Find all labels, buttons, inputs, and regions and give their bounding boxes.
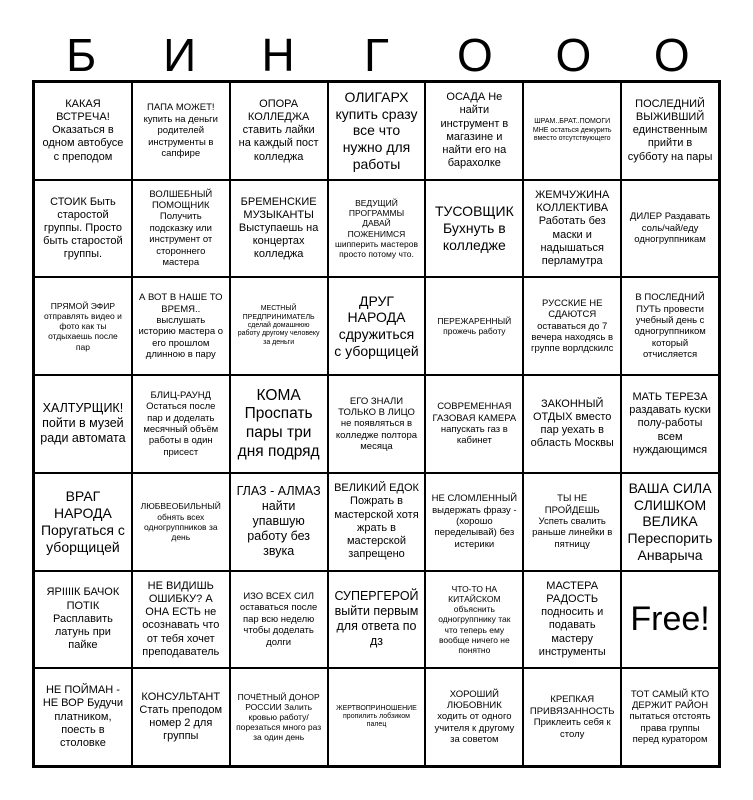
- cell-text: ОЛИГАРХ купить сразу все что нужно для работы: [335, 88, 418, 173]
- bingo-cell[interactable]: [523, 82, 621, 180]
- cell-text: МЕСТНЫЙ ПРЕДПРИНИМАТЕЛЬ сделай домашнюю работу другому человеку за деньги: [237, 305, 320, 346]
- cell-text: ПАПА МОЖЕТ! купить на деньги родителей инструменты в сапфире: [143, 102, 218, 159]
- bingo-cell[interactable]: [34, 82, 132, 180]
- bingo-cell[interactable]: [621, 277, 719, 375]
- bingo-cell[interactable]: [230, 668, 328, 766]
- bingo-cell[interactable]: [523, 473, 621, 571]
- bingo-cell[interactable]: [523, 277, 621, 375]
- bingo-cell[interactable]: [34, 473, 132, 571]
- bingo-cell[interactable]: [523, 375, 621, 473]
- cell-text: МАТЬ ТЕРЕЗА раздавать куски полу-работы всем нуждающимся: [629, 391, 711, 456]
- bingo-cell[interactable]: [230, 180, 328, 278]
- bingo-cell[interactable]: [132, 668, 230, 766]
- bingo-cell[interactable]: [132, 375, 230, 473]
- cell-text: ЗАКОННЫЙ ОТДЫХ вместо пар уехать в область Москвы: [530, 397, 614, 450]
- cell-text: ВРАГ НАРОДА Поругаться с уборщицей: [40, 488, 125, 555]
- cell-text: ХАЛТУРЩИК! пойти в музей ради автомата: [40, 401, 126, 446]
- cell-text: ПЕРЕЖАРЕННЫЙ прожечь работу: [437, 316, 512, 337]
- cell-text: ЖЕРТВОПРИНОШЕНИЕ пропилить лобзиком палец: [336, 704, 417, 729]
- cell-text: ДРУГ НАРОДА сдружиться с уборщицей: [334, 292, 419, 360]
- cell-text: ГЛАЗ - АЛМАЗ найти упавшую работу без звука: [236, 484, 321, 559]
- cell-text: ОПОРА КОЛЛЕДЖА ставить лайки на каждый пост колледжа: [238, 97, 319, 163]
- cell-text: ВЕДУЩИЙ ПРОГРАММЫ ДАВАЙ ПОЖЕНИМСЯ шипперить мастеров просто потому что.: [335, 198, 418, 259]
- cell-text: КОМА Проспать пары три дня подряд: [237, 386, 320, 460]
- header-letter-4: Г: [364, 29, 389, 81]
- cell-text: ЛЮБВЕОБИЛЬНЫЙ обнять всех одногруппников за день: [140, 501, 221, 542]
- bingo-cell[interactable]: [328, 277, 426, 375]
- header-letter-2: И: [163, 29, 197, 81]
- cell-text: ОСАДА Не найти инструмент в магазине и найти его на барахолке: [440, 91, 509, 170]
- bingo-cell[interactable]: [132, 473, 230, 571]
- bingo-cell[interactable]: [132, 277, 230, 375]
- bingo-cell[interactable]: [230, 473, 328, 571]
- cell-text: СТОИК Быть старостой группы. Просто быть старостой группы.: [43, 195, 123, 261]
- cell-text: ИЗО ВСЕХ СИЛ оставаться после пар всю неделю чтобы доделать долги: [239, 590, 318, 648]
- bingo-cell[interactable]: [425, 82, 523, 180]
- cell-text: ВАША СИЛА СЛИШКОМ ВЕЛИКА Переспорить Анварыча: [627, 479, 713, 563]
- bingo-cell[interactable]: [132, 571, 230, 669]
- bingo-cell[interactable]: [425, 571, 523, 669]
- cell-text: ПРЯМОЙ ЭФИР отправлять видео и фото как ты отдыхаешь после пар: [43, 300, 122, 352]
- bingo-cell[interactable]: [328, 668, 426, 766]
- cell-text: БРЕМЕНСКИЕ МУЗЫКАНТЫ Выступаешь на концертах колледжа: [238, 195, 319, 261]
- cell-text: ПОЧЁТНЫЙ ДОНОР РОССИИ Залить кровью работу/порезаться много раз за один день: [236, 691, 322, 743]
- bingo-cell[interactable]: [621, 82, 719, 180]
- bingo-cell[interactable]: [523, 668, 621, 766]
- bingo-cell[interactable]: [425, 375, 523, 473]
- bingo-cell[interactable]: [328, 473, 426, 571]
- cell-text: ТОТ САМЫЙ КТО ДЕРЖИТ РАЙОН пытаться отстоять права группы перед куратором: [629, 688, 711, 746]
- cell-text: ВОЛШЕБНЫЙ ПОМОЩНИК Получить подсказку или инструмент от стороннего мастера: [149, 188, 213, 269]
- bingo-cell[interactable]: [34, 180, 132, 278]
- cell-text: СОВРЕМЕННАЯ ГАЗОВАЯ КАМЕРА напускать газ в кабинет: [432, 401, 517, 447]
- bingo-cell[interactable]: [523, 571, 621, 669]
- header-letter-3: Н: [261, 29, 295, 81]
- cell-text: РУССКИЕ НЕ СДАЮТСЯ оставаться до 7 вечера находясь в группе ворлдскилс: [531, 297, 614, 355]
- cell-text: В ПОСЛЕДНИЙ ПУТЬ провести учебный день с одногруппником который отчисляется: [634, 292, 706, 361]
- cell-text: НЕ ПОЙМАН - НЕ ВОР Будучи платником, поесть в столовке: [42, 684, 123, 749]
- bingo-cell[interactable]: [328, 375, 426, 473]
- bingo-cell[interactable]: [523, 180, 621, 278]
- bingo-cell[interactable]: [230, 277, 328, 375]
- bingo-cell[interactable]: [132, 180, 230, 278]
- cell-text: ВЕЛИКИЙ ЕДОК Пожрать в мастерской хотя жрать в мастерской запрещено: [334, 482, 419, 561]
- bingo-cell[interactable]: [230, 82, 328, 180]
- bingo-cell[interactable]: [230, 375, 328, 473]
- bingo-cell[interactable]: [425, 180, 523, 278]
- cell-text: НЕ ВИДИШЬ ОШИБКУ? А ОНА ЕСТЬ не осознавать что от тебя хочет преподаватель: [142, 579, 220, 658]
- cell-text: КАКАЯ ВСТРЕЧА! Оказаться в одном автобусе с преподом: [42, 97, 124, 163]
- bingo-board: [32, 80, 721, 768]
- bingo-cell[interactable]: [621, 375, 719, 473]
- bingo-cell[interactable]: [230, 571, 328, 669]
- bingo-cell[interactable]: [621, 668, 719, 766]
- bingo-cell[interactable]: [34, 571, 132, 669]
- cell-text: МАСТЕРА РАДОСТЬ подносить и подавать мастеру инструменты: [538, 579, 606, 658]
- cell-text: КРЕПКАЯ ПРИВЯЗАННОСТЬ Приклеить себя к столу: [529, 694, 615, 740]
- cell-text: СУПЕРГЕРОЙ выйти первым для ответа по дз: [334, 589, 419, 649]
- bingo-cell[interactable]: [34, 668, 132, 766]
- cell-text: ЕГО ЗНАЛИ ТОЛЬКО В ЛИЦО не появляться в колледже полтора месяца: [335, 395, 418, 453]
- free-label: Free!: [630, 600, 710, 639]
- bingo-cell[interactable]: [328, 571, 426, 669]
- bingo-cell[interactable]: [132, 82, 230, 180]
- bingo-cell[interactable]: [425, 668, 523, 766]
- header-letter-7: О: [653, 29, 690, 81]
- header-letter-5: О: [457, 29, 493, 81]
- cell-text: ПОСЛЕДНИЙ ВЫЖИВШИЙ единственным прийти в субботу на пары: [627, 97, 713, 163]
- bingo-cell[interactable]: [34, 277, 132, 375]
- cell-text: БЛИЦ-РАУНД Остаться после пар и доделать месячный объём работы в один присест: [143, 389, 219, 458]
- cell-text: ТУСОВЩИК Бухнуть в колледже: [434, 203, 514, 253]
- cell-text: КОНСУЛЬТАНТ Стать преподом номер 2 для группы: [139, 690, 223, 743]
- bingo-cell[interactable]: [621, 180, 719, 278]
- cell-text: ЧТО-ТО НА КИТАЙСКОМ объяснить одногруппнику так что теперь ему вообще ничего не понятно: [438, 583, 511, 655]
- free-cell[interactable]: [621, 571, 719, 669]
- cell-text: НЕ СЛОМЛЕННЫЙ выдержать фразу - (хорошо переделывай) без истерики: [431, 493, 518, 550]
- bingo-cell[interactable]: [621, 473, 719, 571]
- cell-text: ЯРІІІІК БАЧОК ПОТІК Расплавить латунь при пайке: [46, 586, 120, 652]
- header-letter-6: О: [555, 29, 592, 81]
- cell-text: ШРАМ..БРАТ..ПОМОГИ МНЕ остаться дежурить вместо отсутствующего: [532, 118, 612, 143]
- bingo-header: [32, 30, 721, 80]
- bingo-cell[interactable]: [425, 277, 523, 375]
- cell-text: А ВОТ В НАШЕ ТО ВРЕМЯ.. выслушать историю мастера о его прошлом длинною в пару: [138, 292, 224, 361]
- bingo-cell[interactable]: [34, 375, 132, 473]
- cell-text: ХОРОШИЙ ЛЮБОВНИК ходить от одного учителя к другому за советом: [434, 688, 515, 746]
- cell-text: ДИЛЕР Раздавать соль/чай/еду одногруппникам: [629, 211, 711, 246]
- cell-text: ТЫ НЕ ПРОЙДЕШЬ Успеть свалить раньше линейки в пятницу: [532, 493, 613, 550]
- bingo-cell[interactable]: [328, 82, 426, 180]
- header-letter-1: Б: [66, 29, 97, 81]
- bingo-cell[interactable]: [328, 180, 426, 278]
- cell-text: ЖЕМЧУЖИНА КОЛЛЕКТИВА Работать без маски и надышаться перламутра: [535, 189, 610, 267]
- bingo-cell[interactable]: [425, 473, 523, 571]
